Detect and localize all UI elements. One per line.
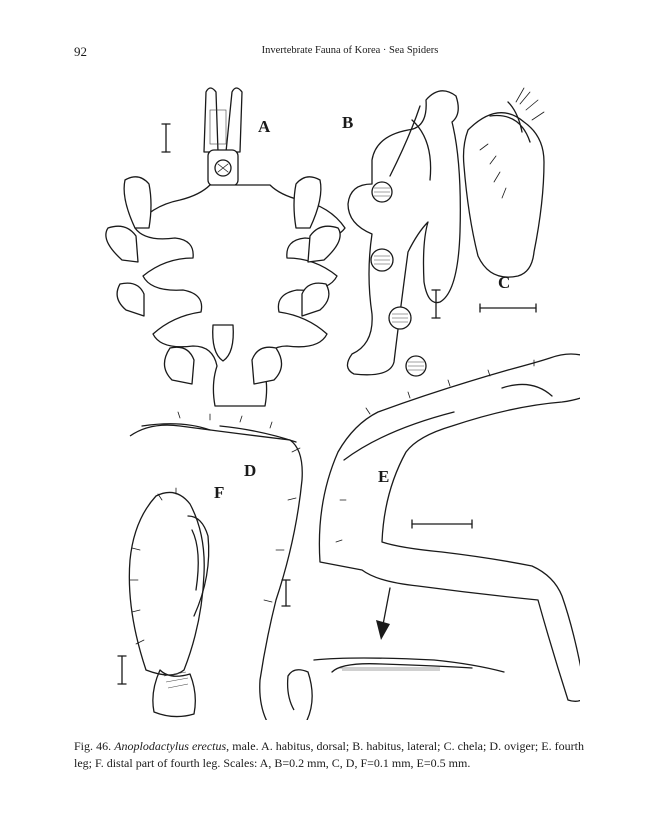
panel-b-drawing xyxy=(342,91,460,376)
panel-label-d: D xyxy=(244,461,257,480)
caption-text: A. habitus, dorsal; B. habitus, lateral; C. chela; D. oviger; E. fourth leg; F. distal part of fourth leg. Scales: A, B=0.2 mm, C, D, F=0.1 mm, E=0.5 mm. xyxy=(74,739,584,770)
panel-label-a: A xyxy=(258,117,271,136)
panel-label-e: E xyxy=(378,467,390,486)
panel-label-b: B xyxy=(342,113,354,132)
page-number: 92 xyxy=(74,44,87,59)
caption-species: Anoplodactylus erectus xyxy=(114,739,227,753)
figure-plate xyxy=(60,80,580,720)
panel-e-drawing xyxy=(314,354,580,701)
panel-a-drawing xyxy=(106,88,345,406)
running-head: Invertebrate Fauna of Korea · Sea Spiders xyxy=(261,45,439,56)
panel-label-c: C xyxy=(498,273,511,292)
panel-c-drawing xyxy=(464,88,545,312)
caption-fig-label: Fig. 46. xyxy=(74,739,112,753)
figure-caption xyxy=(74,738,584,772)
caption-sex: , male. xyxy=(226,739,259,753)
panel-label-f: F xyxy=(214,483,225,502)
